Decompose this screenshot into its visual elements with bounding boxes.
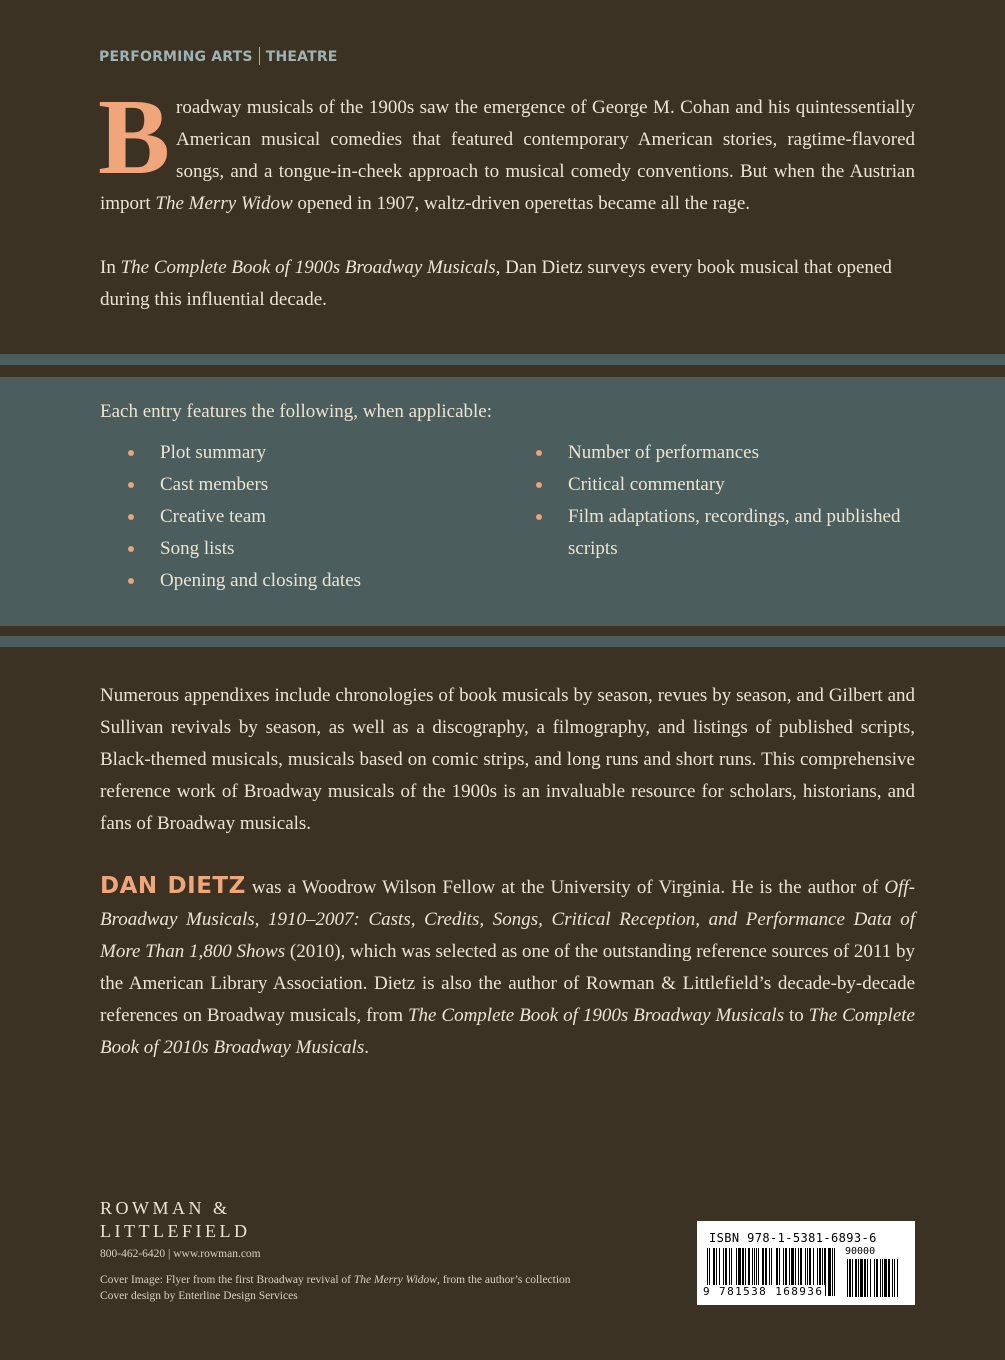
bullet-icon	[536, 450, 542, 456]
bullet-icon	[128, 450, 134, 456]
barcode-addon-bars	[847, 1259, 905, 1297]
summary-lead: In	[100, 257, 121, 278]
list-item: Number of performances	[536, 437, 926, 469]
category-performing-arts: PERFORMING ARTS	[99, 49, 253, 65]
cover-credits	[100, 1272, 571, 1304]
isbn-barcode	[697, 1221, 915, 1305]
list-item: Plot summary	[128, 437, 508, 469]
intro-text-1: roadway musicals of the 1900s saw the emergence of George M. Cohan and his quintessentially American musical comedies that featured contemporary American stories, ragtime-flavored songs, and a tongue-in-cheek approach to musical comedy conventions. But when the Austrian import	[100, 97, 915, 214]
bio-book-2: The Complete Book of 1900s Broadway Musicals	[407, 1005, 785, 1026]
author-name: DAN DIETZ	[100, 873, 246, 899]
cover-design-credit: Cover design by Enterline Design Services	[100, 1290, 298, 1302]
barcode-digits: 9 781538 168936	[703, 1285, 824, 1298]
publisher-line-2: LITTLEFIELD	[100, 1221, 251, 1241]
list-item: Critical commentary	[536, 469, 926, 501]
category-theatre: THEATRE	[265, 49, 338, 65]
publisher-line-1: ROWMAN &	[100, 1198, 231, 1218]
features-list-right	[536, 437, 926, 565]
isbn-number: ISBN 978-1-5381-6893-6	[709, 1231, 877, 1245]
list-item: Opening and closing dates	[128, 565, 508, 597]
list-item: Cast members	[128, 469, 508, 501]
appendixes-paragraph: Numerous appendixes include chronologies of book musicals by season, revues by season, and Gilbert and Sullivan revivals by season, as well as a discography, a filmography, and listings of published scripts, Black-themed musicals, musicals based on comic strips, and long runs and short runs. This comprehensive reference work of Broadway musicals of the 1900s is an invaluable resource for scholars, historians, and fans of Broadway musicals.	[100, 685, 915, 834]
list-item: Song lists	[128, 533, 508, 565]
category-divider	[259, 47, 260, 65]
bullet-icon	[128, 578, 134, 584]
summary-rest: , Dan Dietz surveys every book musical that opened during this influential decade.	[100, 257, 892, 310]
list-item: Film adaptations, recordings, and published scripts	[536, 501, 926, 565]
band-top-rule	[0, 354, 1005, 365]
intro-text-2: opened in 1907, waltz-driven operettas became all the rage.	[292, 193, 751, 214]
bullet-icon	[536, 514, 542, 520]
features-intro: Each entry features the following, when applicable:	[100, 401, 492, 422]
band-bottom-rule	[0, 636, 1005, 647]
drop-cap: B	[98, 78, 171, 197]
bullet-icon	[536, 482, 542, 488]
price-code: 90000	[845, 1246, 876, 1257]
bullet-icon	[128, 546, 134, 552]
publisher-contact: 800-462-6420 | www.rowman.com	[100, 1248, 261, 1260]
category-label	[99, 47, 338, 67]
intro-paragraph	[98, 78, 915, 220]
features-list-left	[128, 437, 508, 597]
summary-paragraph	[100, 252, 915, 316]
bio-book-1: Off-Broadway Musicals, 1910–2007: Casts, Credits, Songs, Critical Reception, and Performance Data of More Than 1,800 Shows	[100, 877, 915, 962]
bullet-icon	[128, 482, 134, 488]
bio-book-3: The Complete Book of 2010s Broadway Musicals	[100, 1005, 915, 1058]
publisher-logo	[100, 1197, 250, 1243]
intro-title: The Merry Widow	[155, 193, 293, 214]
summary-title: The Complete Book of 1900s Broadway Musicals	[120, 257, 496, 278]
author-bio: DAN DIETZ was a Woodrow Wilson Fellow at the University of Virginia. He is the author of Off-Broadway Musicals, 1910–2007: Casts, Credits, Songs, Critical Reception, and Performance Data of More Than 1,800 Shows (2010), which was selected as one of the outstanding reference sources of 2011 by the American Library Association. Dietz is also the author of Rowman & Littlefield’s decade-by-decade references on Broadway musicals, from The Complete Book of 1900s Broadway Musicals to The Complete Book of 2010s Broadway Musicals.	[100, 873, 915, 1058]
bullet-icon	[128, 514, 134, 520]
cover-image-credit: Cover Image: Flyer from the first Broadway revival of The Merry Widow, from the author’s collection	[100, 1274, 571, 1286]
list-item: Creative team	[128, 501, 508, 533]
